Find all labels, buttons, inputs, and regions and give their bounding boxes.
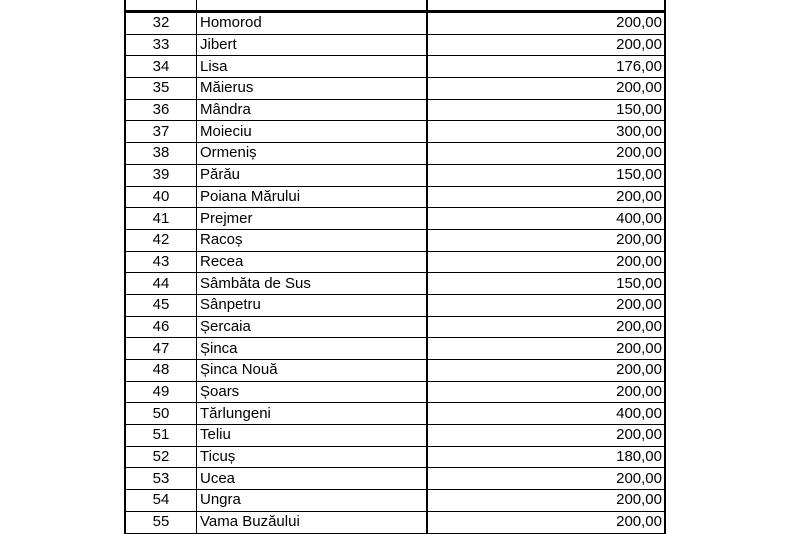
table-row: [126, 186, 664, 208]
commune-name-cell: Părău: [197, 164, 428, 186]
row-number-cell: 32: [126, 12, 197, 35]
commune-name-cell: Măierus: [197, 78, 428, 100]
table-row: [126, 316, 664, 338]
row-number-cell: 42: [126, 229, 197, 251]
cell-empty: [427, 0, 664, 12]
amount-cell: 200,00: [427, 78, 664, 100]
row-number-cell: 46: [126, 316, 197, 338]
table-row: [126, 164, 664, 186]
commune-name-cell: Șoars: [197, 381, 428, 403]
row-number-cell: 54: [126, 490, 197, 512]
amount-cell: 400,00: [427, 208, 664, 230]
table-row: [126, 229, 664, 251]
row-number-cell: 38: [126, 143, 197, 165]
table-row: [126, 12, 664, 35]
table-row: [126, 251, 664, 273]
row-number-cell: 36: [126, 99, 197, 121]
commune-name-cell: Jibert: [197, 34, 428, 56]
commune-name-cell: Ormeniș: [197, 143, 428, 165]
spreadsheet-table-container: [124, 0, 666, 534]
row-number-cell: 44: [126, 273, 197, 295]
commune-name-cell: Ucea: [197, 468, 428, 490]
amount-cell: 200,00: [427, 251, 664, 273]
amount-cell: 150,00: [427, 273, 664, 295]
commune-name-cell: Șinca: [197, 338, 428, 360]
row-number-cell: 53: [126, 468, 197, 490]
table-row: [126, 273, 664, 295]
cell-empty: [126, 0, 197, 12]
amount-cell: 200,00: [427, 360, 664, 382]
table-body: [126, 0, 664, 533]
row-number-cell: 48: [126, 360, 197, 382]
table-row: [126, 490, 664, 512]
table-row: [126, 338, 664, 360]
table-row: [126, 468, 664, 490]
commune-name-cell: Poiana Mărului: [197, 186, 428, 208]
row-number-cell: 43: [126, 251, 197, 273]
table-row: [126, 425, 664, 447]
commune-name-cell: Sâmbăta de Sus: [197, 273, 428, 295]
table-row: [126, 208, 664, 230]
commune-name-cell: Sânpetru: [197, 294, 428, 316]
row-number-cell: 50: [126, 403, 197, 425]
row-number-cell: 51: [126, 425, 197, 447]
row-number-cell: 34: [126, 56, 197, 78]
table-row: [126, 99, 664, 121]
row-number-cell: 52: [126, 446, 197, 468]
amount-cell: 200,00: [427, 338, 664, 360]
commune-name-cell: Recea: [197, 251, 428, 273]
row-number-cell: 49: [126, 381, 197, 403]
table-row: [126, 34, 664, 56]
table-row: [126, 381, 664, 403]
row-number-cell: 41: [126, 208, 197, 230]
table-row-partial-header: [126, 0, 664, 12]
commune-name-cell: Racoș: [197, 229, 428, 251]
amount-cell: 200,00: [427, 425, 664, 447]
amount-cell: 400,00: [427, 403, 664, 425]
table-row: [126, 403, 664, 425]
row-number-cell: 39: [126, 164, 197, 186]
row-number-cell: 55: [126, 511, 197, 533]
commune-name-cell: Moieciu: [197, 121, 428, 143]
amount-cell: 150,00: [427, 99, 664, 121]
row-number-cell: 37: [126, 121, 197, 143]
amount-cell: 200,00: [427, 316, 664, 338]
commune-name-cell: Tărlungeni: [197, 403, 428, 425]
table-row: [126, 56, 664, 78]
amount-cell: 200,00: [427, 468, 664, 490]
table-row: [126, 511, 664, 533]
row-number-cell: 40: [126, 186, 197, 208]
amount-cell: 300,00: [427, 121, 664, 143]
amount-cell: 200,00: [427, 511, 664, 533]
table-row: [126, 78, 664, 100]
table-row: [126, 360, 664, 382]
table-row: [126, 121, 664, 143]
commune-name-cell: Mândra: [197, 99, 428, 121]
amount-cell: 200,00: [427, 186, 664, 208]
commune-values-table: [126, 0, 664, 534]
amount-cell: 200,00: [427, 294, 664, 316]
row-number-cell: 47: [126, 338, 197, 360]
row-number-cell: 35: [126, 78, 197, 100]
table-row: [126, 294, 664, 316]
cell-empty: [197, 0, 428, 12]
table-row: [126, 143, 664, 165]
row-number-cell: 45: [126, 294, 197, 316]
amount-cell: 180,00: [427, 446, 664, 468]
commune-name-cell: Homorod: [197, 12, 428, 35]
commune-name-cell: Ticuș: [197, 446, 428, 468]
amount-cell: 200,00: [427, 143, 664, 165]
commune-name-cell: Prejmer: [197, 208, 428, 230]
row-number-cell: 33: [126, 34, 197, 56]
amount-cell: 200,00: [427, 34, 664, 56]
commune-name-cell: Șinca Nouă: [197, 360, 428, 382]
amount-cell: 150,00: [427, 164, 664, 186]
amount-cell: 200,00: [427, 229, 664, 251]
amount-cell: 200,00: [427, 381, 664, 403]
table-row: [126, 446, 664, 468]
amount-cell: 200,00: [427, 490, 664, 512]
commune-name-cell: Lisa: [197, 56, 428, 78]
amount-cell: 200,00: [427, 12, 664, 35]
commune-name-cell: Vama Buzăului: [197, 511, 428, 533]
commune-name-cell: Șercaia: [197, 316, 428, 338]
commune-name-cell: Teliu: [197, 425, 428, 447]
commune-name-cell: Ungra: [197, 490, 428, 512]
amount-cell: 176,00: [427, 56, 664, 78]
